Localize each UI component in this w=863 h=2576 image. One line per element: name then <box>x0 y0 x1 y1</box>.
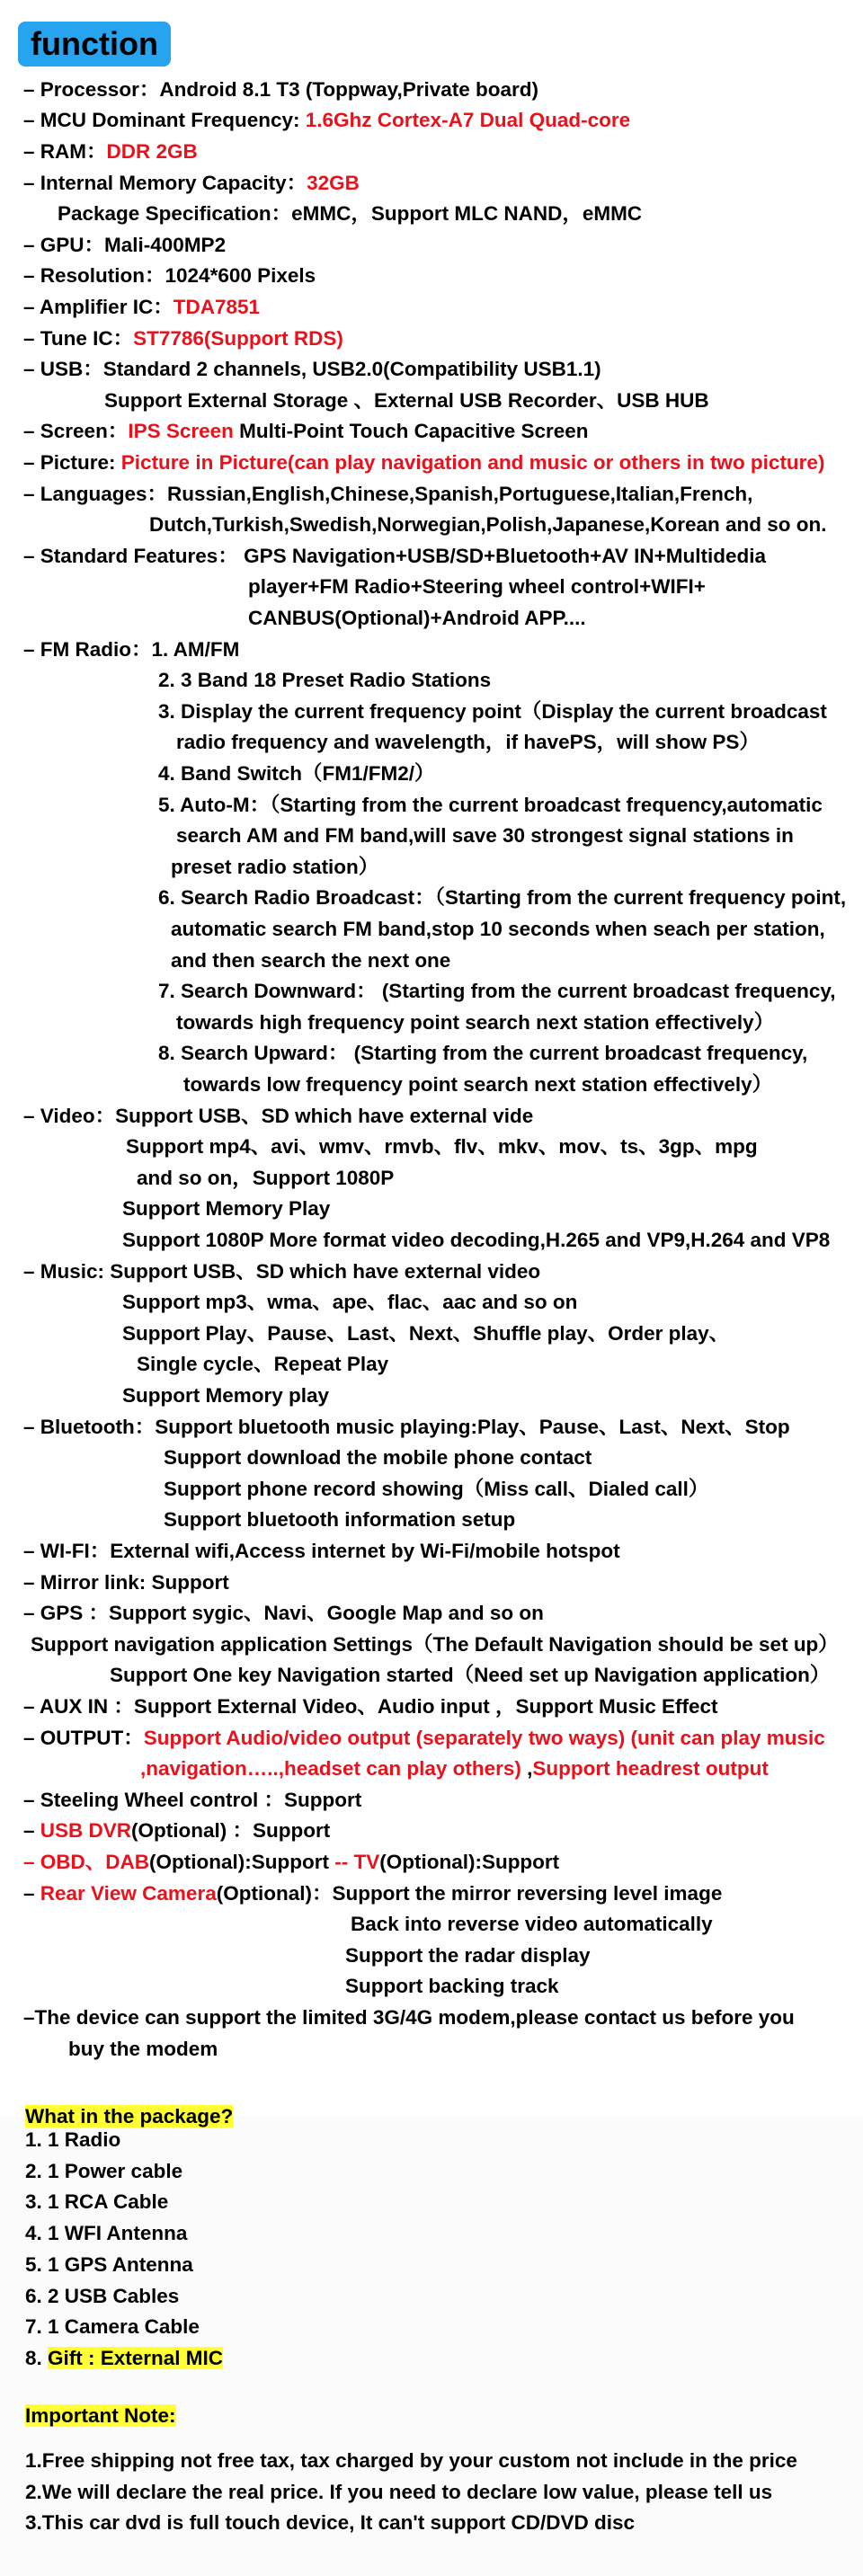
spec-text: – OUTPUT： <box>23 1727 144 1749</box>
spec-line <box>140 1755 769 1782</box>
spec-text: Support mp3、wma、ape、flac、aac and so on <box>122 1291 578 1313</box>
note-item: 1.Free shipping not free tax, tax charged by your custom not include in the price <box>25 2449 797 2472</box>
spec-text: Support 1080P More format video decoding,H.265 and VP9,H.264 and VP8 <box>122 1229 831 1251</box>
spec-text: Support the radar display <box>345 1944 591 1967</box>
spec-text: – Screen： <box>23 420 129 442</box>
spec-text: preset radio station） <box>171 856 379 878</box>
spec-highlight-text: 1.6Ghz Cortex-A7 Dual Quad-core <box>305 109 631 131</box>
spec-highlight-text: USB DVR <box>40 1819 132 1842</box>
spec-text: Support backing track <box>345 1975 559 1997</box>
spec-line <box>158 1040 807 1067</box>
spec-line <box>158 978 836 1005</box>
spec-line <box>122 1382 329 1409</box>
spec-text: CANBUS(Optional)+Android APP.... <box>248 607 586 629</box>
spec-text: Support download the mobile phone contact <box>164 1446 592 1469</box>
spec-line <box>137 1165 394 1192</box>
package-gift-text: Gift : External MIC <box>48 2346 224 2369</box>
spec-line <box>122 1289 577 1316</box>
spec-text: – Mirror link: Support <box>23 1571 229 1594</box>
spec-line <box>23 1600 544 1627</box>
package-item-text: 7. 1 Camera Cable <box>25 2315 200 2339</box>
package-item <box>25 2127 120 2154</box>
spec-text: and so on，Support 1080P <box>137 1167 395 1189</box>
spec-text: 8. Search Upward： (Starting from the current broadcast frequency, <box>158 1042 808 1064</box>
spec-line <box>176 1009 774 1036</box>
spec-line <box>23 418 589 445</box>
spec-line <box>23 1693 718 1720</box>
package-item-text: 1. 1 Radio <box>25 2128 121 2151</box>
spec-line <box>23 543 766 570</box>
spec-line <box>171 947 450 974</box>
spec-line <box>122 1195 330 1222</box>
spec-text: (Optional):Support <box>379 1851 560 1873</box>
package-title-text: What in the package? <box>25 2105 234 2127</box>
spec-line <box>158 792 823 819</box>
spec-line <box>23 170 360 197</box>
package-item <box>25 2283 179 2310</box>
spec-text: – Processor：Android 8.1 T3 (Toppway,Private board) <box>23 78 539 101</box>
spec-line <box>149 511 827 538</box>
package-item <box>25 2314 200 2341</box>
spec-line <box>248 573 706 600</box>
spec-text: Support navigation application Settings（The Default Navigation should be set up） <box>31 1633 839 1656</box>
spec-line <box>23 107 630 134</box>
spec-highlight-text: ,navigation…..,headset can play others) <box>140 1757 521 1780</box>
spec-line <box>23 1849 559 1876</box>
spec-line <box>158 698 827 725</box>
spec-line <box>23 1817 330 1844</box>
spec-line <box>23 1787 361 1814</box>
spec-line <box>164 1506 515 1533</box>
spec-line <box>104 387 709 414</box>
spec-text: buy the modem <box>68 2038 218 2060</box>
spec-text: (Optional)：Support the mirror reversing level image <box>216 1882 723 1905</box>
package-item-text: 6. 2 USB Cables <box>25 2284 180 2307</box>
spec-text: 2. 3 Band 18 Preset Radio Stations <box>158 669 492 691</box>
spec-line <box>31 1631 839 1658</box>
spec-text: Support bluetooth information setup <box>164 1508 516 1531</box>
spec-text: – Bluetooth：Support bluetooth music playing:Play、Pause、Last、Next、Stop <box>23 1416 790 1438</box>
spec-line <box>23 1569 229 1596</box>
spec-text: – Music: Support USB、SD which have external video <box>23 1260 541 1283</box>
note-title <box>25 2403 176 2429</box>
spec-highlight-text: Support headrest output <box>532 1757 769 1780</box>
spec-text: – Video：Support USB、SD which have external vide <box>23 1105 534 1127</box>
package-item <box>25 2158 182 2185</box>
spec-line <box>122 1227 830 1254</box>
spec-line <box>345 1942 591 1969</box>
spec-line <box>345 1973 559 2000</box>
spec-line <box>23 1880 722 1907</box>
spec-line <box>23 325 343 352</box>
spec-line <box>58 200 642 227</box>
spec-line <box>23 1103 533 1130</box>
spec-text: –The device can support the limited 3G/4G modem,please contact us before you <box>23 2006 795 2029</box>
spec-text: and then search the next one <box>171 949 451 972</box>
spec-line <box>248 605 586 632</box>
package-item <box>25 2220 187 2247</box>
package-item <box>25 2189 168 2216</box>
spec-line <box>68 2036 218 2063</box>
package-item <box>25 2345 223 2372</box>
spec-text: automatic search FM band,stop 10 seconds when seach per station, <box>171 918 825 940</box>
spec-line <box>23 2004 795 2031</box>
spec-text: – RAM： <box>23 140 107 163</box>
spec-line <box>164 1444 592 1471</box>
spec-text: Support External Storage 、External USB Recorder、USB HUB <box>104 389 709 412</box>
note-item: 2.We will declare the real price. If you need to declare low value, please tell us <box>25 2480 773 2503</box>
spec-highlight-text: IPS Screen <box>128 420 234 442</box>
spec-line <box>23 1538 620 1565</box>
spec-text: – GPU：Mali-400MP2 <box>23 234 227 256</box>
spec-line <box>164 1476 708 1503</box>
spec-highlight-text: 32GB <box>307 172 360 194</box>
spec-highlight-text: Picture in Picture(can play navigation and music or others in two picture) <box>120 451 825 474</box>
spec-line <box>351 1911 713 1938</box>
spec-text: Support Memory play <box>122 1384 330 1407</box>
spec-text: Dutch,Turkish,Swedish,Norwegian,Polish,Japanese,Korean and so on. <box>149 513 827 536</box>
spec-line <box>23 262 316 289</box>
spec-text: Support Memory Play <box>122 1197 331 1220</box>
spec-line <box>23 294 260 321</box>
spec-text: – Tune IC： <box>23 327 134 350</box>
spec-highlight-text: Rear View Camera <box>40 1882 217 1905</box>
package-item-text: 4. 1 WFI Antenna <box>25 2222 188 2245</box>
spec-text: radio frequency and wavelength，if havePS，will show PS） <box>176 731 760 753</box>
spec-line <box>171 854 378 881</box>
spec-text: – <box>23 1882 40 1905</box>
spec-highlight-text: DDR 2GB <box>106 140 198 163</box>
spec-text: – <box>23 1819 40 1842</box>
spec-line <box>158 884 846 911</box>
spec-line <box>176 729 760 756</box>
spec-text: – USB：Standard 2 channels, USB2.0(Compatibility USB1.1) <box>23 358 601 380</box>
spec-line <box>171 916 825 943</box>
spec-text: – Languages：Russian,English,Chinese,Spanish,Portuguese,Italian,French, <box>23 483 753 505</box>
spec-text: player+FM Radio+Steering wheel control+WIFI+ <box>248 575 706 598</box>
spec-text: Support One key Navigation started（Need set up Navigation application） <box>110 1664 831 1686</box>
spec-text: Multi-Point Touch Capacitive Screen <box>233 420 589 442</box>
spec-text: 7. Search Downward： (Starting from the current broadcast frequency, <box>158 980 836 1002</box>
spec-text: (Optional):Support <box>149 1851 335 1873</box>
package-item-text: 5. 1 GPS Antenna <box>25 2252 193 2276</box>
spec-highlight-text: Support Audio/video output (separately two ways) (unit can play music <box>143 1727 825 1749</box>
spec-text: towards low frequency point search next station effectively） <box>183 1073 773 1096</box>
spec-text: (Optional) ：Support <box>131 1819 331 1842</box>
spec-line <box>110 1662 830 1689</box>
spec-highlight-text: TDA7851 <box>173 296 260 318</box>
spec-text: – Internal Memory Capacity： <box>23 172 307 194</box>
spec-text: – Steeling Wheel control ：Support <box>23 1789 362 1811</box>
spec-line <box>23 76 538 103</box>
spec-text: – MCU Dominant Frequency: <box>23 109 306 131</box>
spec-text: Single cycle、Repeat Play <box>137 1353 389 1375</box>
spec-line <box>183 1071 772 1098</box>
spec-text: – AUX IN ：Support External Video、Audio input ，Support Music Effect <box>23 1695 718 1718</box>
spec-line <box>176 822 794 849</box>
spec-text: Back into reverse video automatically <box>351 1913 713 1935</box>
spec-line <box>23 1414 790 1441</box>
spec-text: – Amplifier IC： <box>23 296 173 318</box>
spec-text: – Standard Features： GPS Navigation+USB/SD+Bluetooth+AV IN+Multidedia <box>23 545 766 567</box>
spec-text: Support Play、Pause、Last、Next、Shuffle play、Order play、 <box>122 1322 730 1345</box>
spec-text: – FM Radio：1. AM/FM <box>23 638 240 661</box>
spec-text: Package Specification：eMMC，Support MLC NAND，eMMC <box>58 202 643 225</box>
package-item-text: 3. 1 RCA Cable <box>25 2190 169 2214</box>
spec-text: search AM and FM band,will save 30 strongest signal stations in <box>176 824 794 847</box>
spec-line <box>122 1320 729 1347</box>
spec-text: – Picture: <box>23 451 121 474</box>
spec-line <box>137 1351 388 1378</box>
package-item-text: 8. <box>25 2346 49 2369</box>
spec-line <box>23 1258 540 1285</box>
spec-highlight-text: ST7786(Support RDS) <box>133 327 343 350</box>
package-item <box>25 2252 193 2278</box>
spec-text: – WI-FI：External wifi,Access internet by Wi-Fi/mobile hotspot <box>23 1540 620 1562</box>
spec-line <box>23 449 824 476</box>
spec-text: – Resolution：1024*600 Pixels <box>23 264 316 287</box>
function-badge: function <box>18 22 171 67</box>
spec-line <box>158 667 491 694</box>
spec-line <box>23 232 226 259</box>
spec-highlight-text: -- TV <box>334 1851 380 1873</box>
spec-line <box>23 1725 825 1752</box>
spec-text: 4. Band Switch（FM1/FM2/） <box>158 762 435 785</box>
spec-text: , <box>520 1757 533 1780</box>
spec-text: Support phone record showing（Miss call、Dialed call） <box>164 1478 709 1500</box>
spec-line <box>23 356 601 383</box>
spec-highlight-text: – OBD、DAB <box>23 1851 150 1873</box>
spec-text: – GPS ：Support sygic、Navi、Google Map and so on <box>23 1602 544 1624</box>
spec-line <box>23 138 198 165</box>
note-title-text: Important Note: <box>25 2404 176 2427</box>
package-item-text: 2. 1 Power cable <box>25 2159 183 2182</box>
spec-text: Support mp4、avi、wmv、rmvb、flv、mkv、mov、ts、3gp、mpg <box>126 1135 758 1158</box>
note-item: 3.This car dvd is full touch device, It can't support CD/DVD disc <box>25 2511 635 2534</box>
spec-text: towards high frequency point search next station effectively） <box>176 1011 775 1034</box>
spec-text: 6. Search Radio Broadcast：（Starting from the current frequency point, <box>158 886 847 909</box>
spec-line <box>158 760 435 787</box>
spec-text: 5. Auto-M：（Starting from the current broadcast frequency,automatic <box>158 794 823 816</box>
spec-line <box>126 1133 758 1160</box>
spec-line <box>23 481 752 508</box>
spec-line <box>23 636 239 663</box>
spec-text: 3. Display the current frequency point（Display the current broadcast <box>158 700 827 723</box>
